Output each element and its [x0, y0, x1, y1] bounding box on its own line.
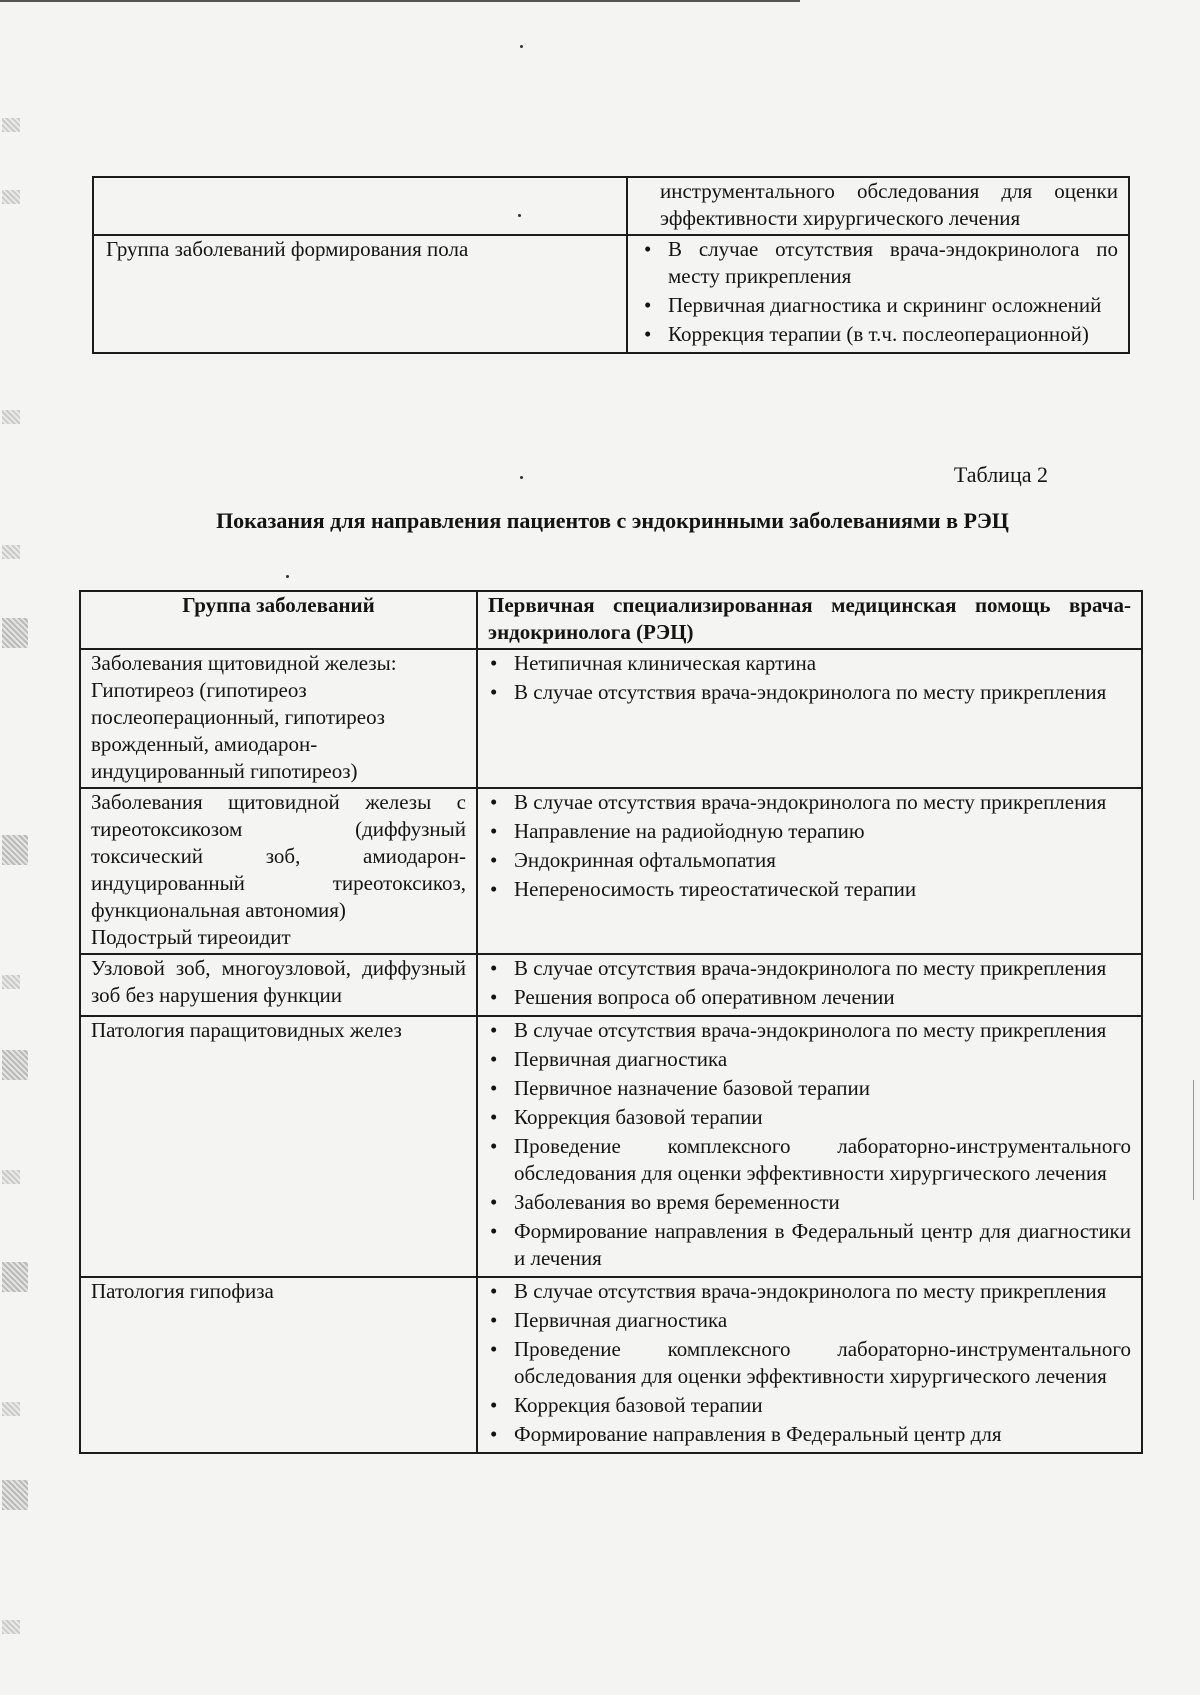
scan-artifact	[2, 835, 28, 865]
list-item: • Нетипичная клиническая картина	[488, 650, 1131, 677]
group-cell: Узловой зоб, многоузловой, диффузный зоб без нарушения функции	[80, 954, 477, 1016]
scan-artifact	[2, 1620, 20, 1634]
list-item: • Формирование направления в Федеральный центр для	[488, 1421, 1131, 1448]
scan-artifact	[2, 1402, 20, 1416]
scan-edge-line	[1193, 1080, 1194, 1200]
table-row	[80, 649, 1142, 788]
scan-artifact	[2, 190, 20, 204]
list-item: • Направление на радиойодную терапию	[488, 818, 1131, 845]
top-edge-rule	[0, 0, 800, 2]
list-item: • Коррекция базовой терапии	[488, 1392, 1131, 1419]
table-row	[93, 235, 1129, 353]
indication-list	[488, 955, 1131, 1011]
indication-list	[488, 1017, 1131, 1272]
group-cell: Группа заболеваний формирования пола	[93, 235, 627, 353]
referral-indications-table	[79, 590, 1143, 1454]
list-item: • Эндокринная офтальмопатия	[488, 847, 1131, 874]
table-title: Показания для направления пациентов с эндокринными заболеваниями в РЭЦ	[216, 508, 1009, 533]
scan-artifact	[2, 1480, 28, 1510]
list-item: • В случае отсутствия врача-эндокринолога по месту прикрепления	[488, 1017, 1131, 1044]
list-item: • Коррекция терапии (в т.ч. послеоперационной)	[640, 321, 1118, 348]
list-item: • В случае отсутствия врача-эндокринолога по месту прикрепления	[488, 1278, 1131, 1305]
scan-artifact	[2, 1262, 28, 1292]
table-header-row	[80, 591, 1142, 649]
list-item: • В случае отсутствия врача-эндокринолога по месту прикрепления	[488, 789, 1131, 816]
indication-list	[488, 1278, 1131, 1448]
group-cell: Патология паращитовидных желез	[80, 1016, 477, 1277]
list-item: • Формирование направления в Федеральный центр для диагностики и лечения	[488, 1218, 1131, 1272]
list-item: • Первичное назначение базовой терапии	[488, 1075, 1131, 1102]
list-item: • Решения вопроса об оперативном лечении	[488, 984, 1131, 1011]
table-row	[93, 177, 1129, 235]
indication-cell	[477, 649, 1142, 788]
group-text: Заболевания щитовидной железы с тиреотоксикозом (диффузный токсический зоб, амиодарон-индуцированный тиреотоксикоз, функциональная автономия)	[91, 790, 466, 922]
table-row	[80, 788, 1142, 954]
indication-list	[488, 789, 1131, 903]
scan-artifact	[2, 545, 20, 559]
list-item: • Первичная диагностика и скрининг осложнений	[640, 292, 1118, 319]
table-caption: Таблица 2	[953, 462, 1048, 487]
group-cell	[93, 177, 627, 235]
column-header-group: Группа заболеваний	[80, 591, 477, 649]
indication-cell	[477, 788, 1142, 954]
scan-artifact	[2, 1050, 28, 1080]
list-item: • Первичная диагностика	[488, 1307, 1131, 1334]
indication-cell	[477, 1277, 1142, 1453]
group-cell	[80, 788, 477, 954]
scan-speck	[286, 575, 289, 578]
list-item: • В случае отсутствия врача-эндокринолога по месту прикрепления	[488, 955, 1131, 982]
list-item: • Проведение комплексного лабораторно-инструментального обследования для оценки эффективности хирургического лечения	[488, 1336, 1131, 1390]
list-item: • Коррекция базовой терапии	[488, 1104, 1131, 1131]
scan-artifact	[2, 1170, 20, 1184]
list-item: • Первичная диагностика	[488, 1046, 1131, 1073]
indication-list	[488, 650, 1131, 706]
scan-artifact	[2, 618, 28, 648]
scan-artifact	[2, 975, 20, 989]
indication-list	[640, 236, 1118, 348]
table-row	[80, 1016, 1142, 1277]
list-item: • Непереносимость тиреостатической терапии	[488, 876, 1131, 903]
scan-speck	[520, 45, 523, 48]
indication-cell	[477, 1016, 1142, 1277]
table-row	[80, 954, 1142, 1016]
list-item: • В случае отсутствия врача-эндокринолога по месту прикрепления	[640, 236, 1118, 290]
group-cell: Патология гипофиза	[80, 1277, 477, 1453]
group-cell: Заболевания щитовидной железы: Гипотиреоз (гипотиреоз послеоперационный, гипотиреоз врожденный, амиодарон-индуцированный гипотиреоз)	[80, 649, 477, 788]
group-text-extra: Подострый тиреоидит	[91, 925, 291, 949]
scan-speck	[520, 476, 523, 479]
indication-cell: инструментального обследования для оценки эффективности хирургического лечения	[627, 177, 1129, 235]
continuation-table	[92, 176, 1130, 354]
list-item: • Заболевания во время беременности	[488, 1189, 1131, 1216]
scan-artifact	[2, 410, 20, 424]
indication-cell	[627, 235, 1129, 353]
scan-artifact	[2, 118, 20, 132]
list-item: • Проведение комплексного лабораторно-инструментального обследования для оценки эффективности хирургического лечения	[488, 1133, 1131, 1187]
list-item: • В случае отсутствия врача-эндокринолога по месту прикрепления	[488, 679, 1131, 706]
table-row	[80, 1277, 1142, 1453]
indication-cell	[477, 954, 1142, 1016]
column-header-care: Первичная специализированная медицинская помощь врача-эндокринолога (РЭЦ)	[477, 591, 1142, 649]
